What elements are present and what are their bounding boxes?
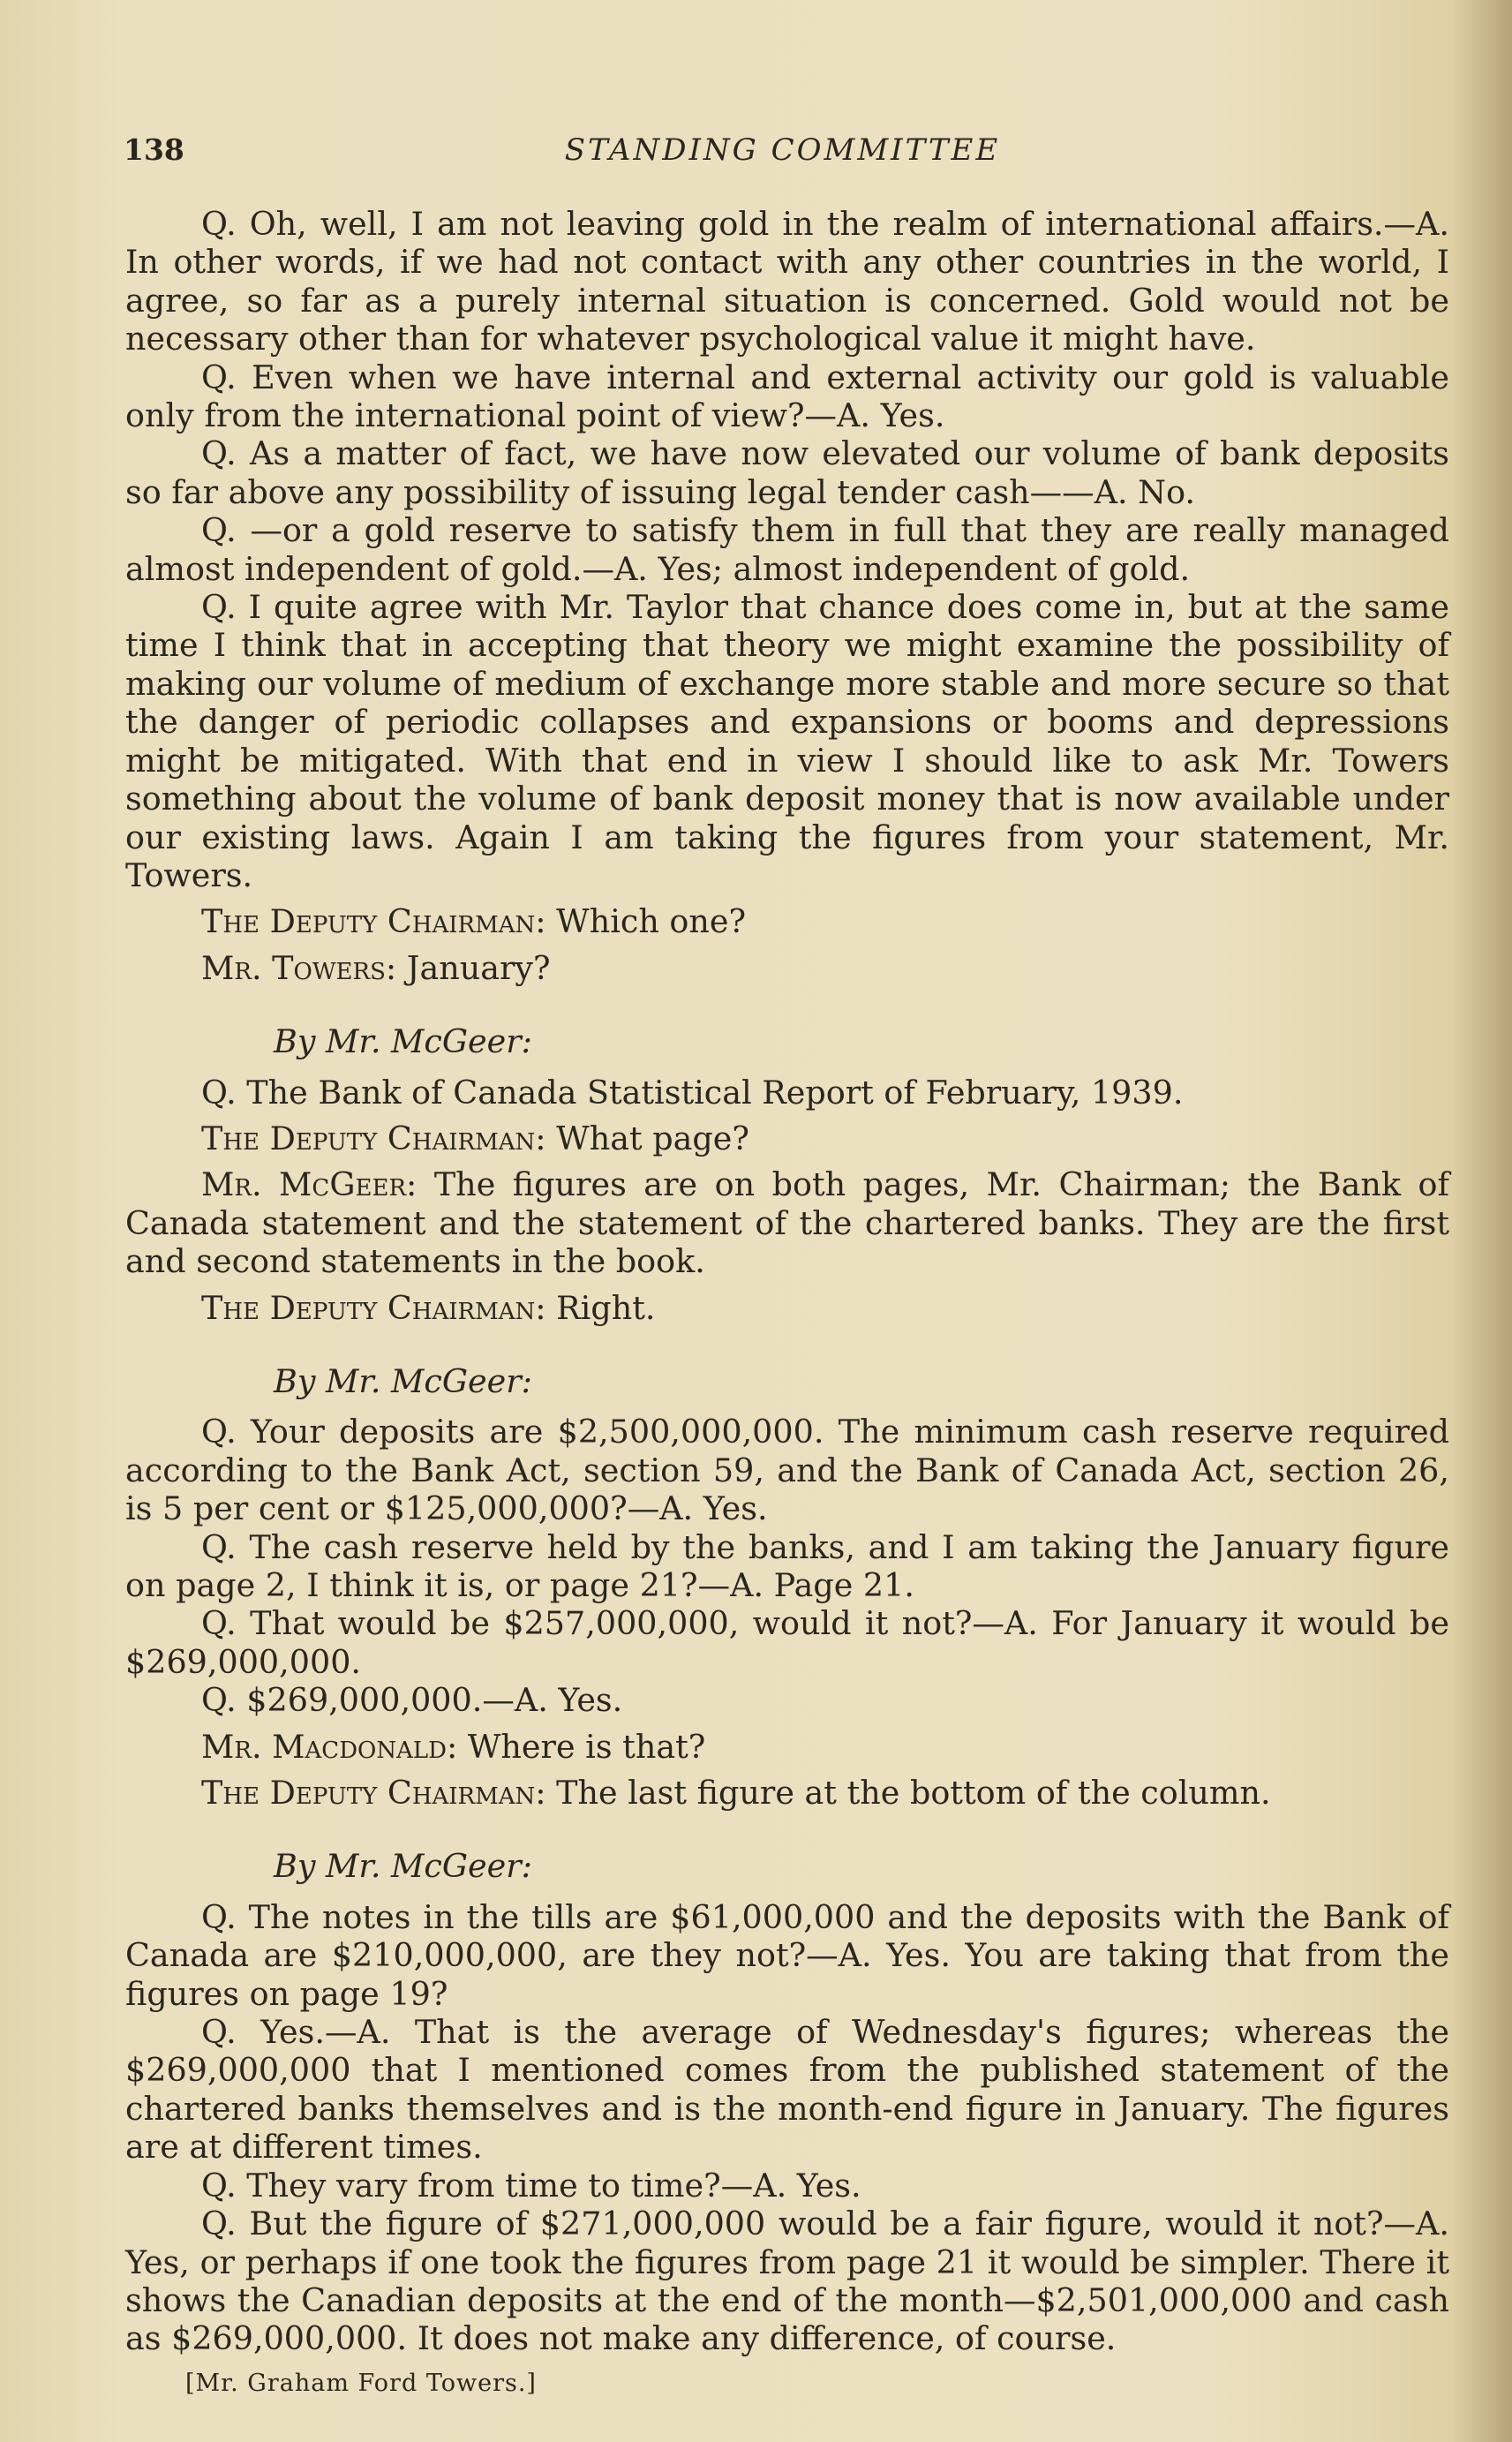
transcript-body xyxy=(125,205,1449,2358)
speaker-paragraph xyxy=(125,1728,1449,1766)
speaker-paragraph xyxy=(125,1289,1449,1327)
qa-paragraph: Q. As a matter of fact, we have now elevated our volume of bank deposits so far above any possibility of issuing legal tender cash——A. No. xyxy=(125,434,1449,511)
speaker-paragraph xyxy=(125,949,1449,987)
examiner-byline: By Mr. McGeer: xyxy=(274,1847,532,1886)
speaker-paragraph xyxy=(125,902,1449,940)
qa-paragraph: Q. The Bank of Canada Statistical Report of February, 1939. xyxy=(201,1073,1184,1112)
speaker-name: Mr. McGeer: xyxy=(201,1165,417,1204)
qa-paragraph: Q. The cash reserve held by the banks, and I am taking the January figure on page 2, I think it is, or page 21?—A. Page 21. xyxy=(125,1527,1449,1604)
qa-paragraph: Q. Your deposits are $2,500,000,000. The minimum cash reserve required according to the Bank Act, section 59, and the Bank of Canada Act, section 26, is 5 per cent or $125,000,000?—A. Yes. xyxy=(125,1413,1449,1528)
qa-paragraph: Q. The notes in the tills are $61,000,000 and the deposits with the Bank of Canada are $210,000,000, are they not?—A. Yes. You are taking that from the figures on page 19? xyxy=(125,1897,1449,2013)
qa-paragraph: Q. They vary from time to time?—A. Yes. xyxy=(201,2166,861,2205)
speaker-text: Which one? xyxy=(545,902,747,941)
page-number: 138 xyxy=(124,132,184,167)
speaker-name: The Deputy Chairman: xyxy=(201,902,546,941)
qa-paragraph: Q. $269,000,000.—A. Yes. xyxy=(201,1681,623,1720)
speaker-paragraph xyxy=(125,1119,1449,1157)
witness-note: [Mr. Graham Ford Towers.] xyxy=(185,2370,537,2397)
speaker-name: Mr. Towers: xyxy=(201,948,397,987)
qa-paragraph: Q. That would be $257,000,000, would it not?—A. For January it would be $269,000,000. xyxy=(125,1604,1449,1681)
qa-paragraph: Q. But the figure of $271,000,000 would be a fair figure, would it not?—A. Yes, or perhaps if one took the figures from page 21 it would be simpler. There it shows the Canadian deposits at the end of the month—$2,501,000,000 and cash as $269,000,000. It does not make any difference, of course. xyxy=(125,2205,1449,2358)
qa-paragraph: Q. I quite agree with Mr. Taylor that chance does come in, but at the same time I think that in accepting that theory we might examine the possibility of making our volume of medium of exchange more stable and more secure so that the danger of periodic collapses and expansions or booms and depressions might be mitigated. With that end in view I should like to ask Mr. Towers something about the volume of bank deposit money that is now available under our existing laws. Again I am taking the figures from your statement, Mr. Towers. xyxy=(125,588,1449,894)
speaker-text: The figures are on both pages, Mr. Chairman; the Bank of Canada statement and the statement of the chartered banks. They are the first and second statements in the book. xyxy=(125,1165,1449,1281)
speaker-name: The Deputy Chairman: xyxy=(201,1119,546,1157)
speaker-paragraph xyxy=(125,1165,1449,1280)
running-head: STANDING COMMITTEE xyxy=(564,132,1001,168)
qa-paragraph: Q. Yes.—A. That is the average of Wednesday's figures; whereas the $269,000,000 that I mentioned comes from the published statement of the chartered banks themselves and is the month-end figure in January. The figures are at different times. xyxy=(125,2013,1449,2167)
speaker-text: What page? xyxy=(545,1119,749,1157)
qa-paragraph: Q. Oh, well, I am not leaving gold in the realm of international affairs.—A. In other words, if we had not contact with any other countries in the world, I agree, so far as a purely internal situation is concerned. Gold would not be necessary other than for whatever psychological value it might have. xyxy=(125,205,1449,358)
qa-paragraph: Q. —or a gold reserve to satisfy them in full that they are really managed almost independent of gold.—A. Yes; almost independent of gold. xyxy=(125,511,1449,588)
examiner-byline: By Mr. McGeer: xyxy=(274,1361,532,1400)
page-header xyxy=(124,132,1441,175)
speaker-text: The last figure at the bottom of the column. xyxy=(545,1774,1271,1813)
speaker-name: The Deputy Chairman: xyxy=(201,1774,546,1813)
speaker-name: Mr. Macdonald: xyxy=(201,1727,458,1766)
qa-paragraph: Q. Even when we have internal and external activity our gold is valuable only from the international point of view?—A. Yes. xyxy=(125,358,1449,435)
examiner-byline: By Mr. McGeer: xyxy=(274,1022,532,1061)
speaker-text: Right. xyxy=(545,1288,656,1327)
speaker-name: The Deputy Chairman: xyxy=(201,1288,546,1327)
speaker-text: Where is that? xyxy=(457,1727,706,1766)
speaker-text: January? xyxy=(396,948,551,987)
speaker-paragraph xyxy=(125,1774,1449,1812)
